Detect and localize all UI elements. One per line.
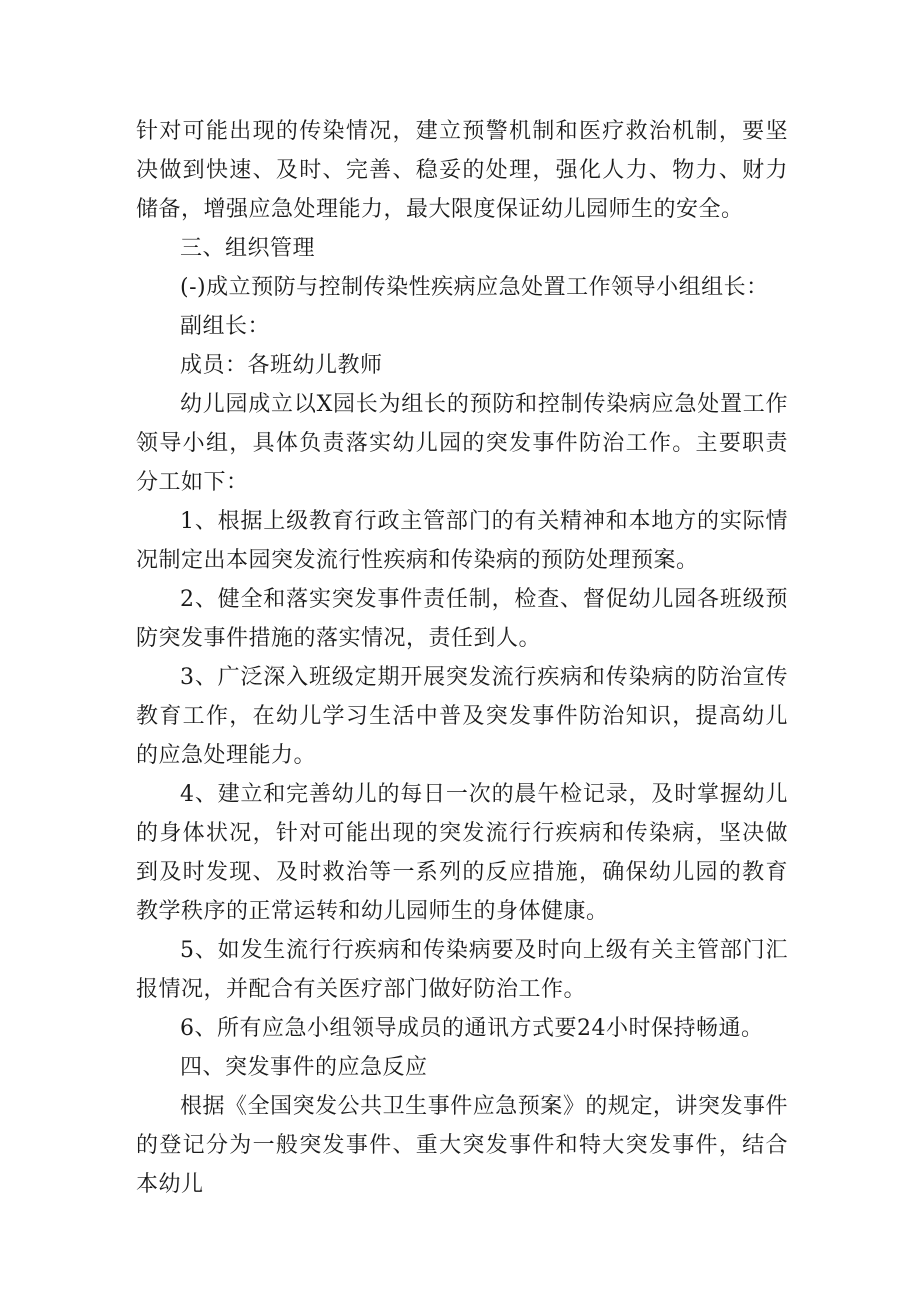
paragraph-duty-4: 4、建立和完善幼儿的每日一次的晨午检记录，及时掌握幼儿的身体状况，针对可能出现的突发流行行疾病和传染病，坚决做到及时发现、及时救治等一系列的反应措施，确保幼儿园的教育教学秩序的正常运转和幼儿园师生的身体健康。	[136, 782, 788, 924]
paragraph-continuation: 针对可能出现的传染情况，建立预警机制和医疗救治机制，要坚决做到快速、及时、完善、稳妥的处理，强化人力、物力、财力储备，增强应急处理能力，最大限度保证幼儿园师生的安全。	[136, 119, 788, 222]
paragraph-leading-group: (-)成立预防与控制传染性疾病应急处置工作领导小组组长：	[180, 275, 769, 300]
paragraph-duty-2: 2、健全和落实突发事件责任制，检查、督促幼儿园各班级预防突发事件措施的落实情况，责任到人。	[136, 587, 788, 651]
paragraph-emergency-levels: 根据《全国突发公共卫生事件应急预案》的规定，讲突发事件的登记分为一般突发事件、重大突发事件和特大突发事件，结合本幼儿	[136, 1094, 788, 1197]
paragraph-deputy-leader: 副组长：	[180, 314, 271, 339]
section-heading-emergency-response: 四、突发事件的应急反应	[180, 1055, 428, 1080]
document-body	[136, 112, 788, 1204]
paragraph-duty-6: 6、所有应急小组领导成员的通讯方式要24小时保持畅通。	[180, 1016, 764, 1041]
paragraph-duty-1: 1、根据上级教育行政主管部门的有关精神和本地方的实际情况制定出本园突发流行性疾病和传染病的预防处理预案。	[136, 509, 788, 573]
paragraph-duty-5: 5、如发生流行行疾病和传染病要及时向上级有关主管部门汇报情况，并配合有关医疗部门做好防治工作。	[136, 938, 788, 1002]
paragraph-group-intro: 幼儿园成立以X园长为组长的预防和控制传染病应急处置工作领导小组，具体负责落实幼儿园的突发事件防治工作。主要职责分工如下：	[136, 392, 788, 495]
section-heading-organization: 三、组织管理	[180, 236, 316, 261]
paragraph-members: 成员：各班幼儿教师	[180, 353, 383, 378]
paragraph-duty-3: 3、广泛深入班级定期开展突发流行疾病和传染病的防治宣传教育工作，在幼儿学习生活中普及突发事件防治知识，提高幼儿的应急处理能力。	[136, 665, 788, 768]
